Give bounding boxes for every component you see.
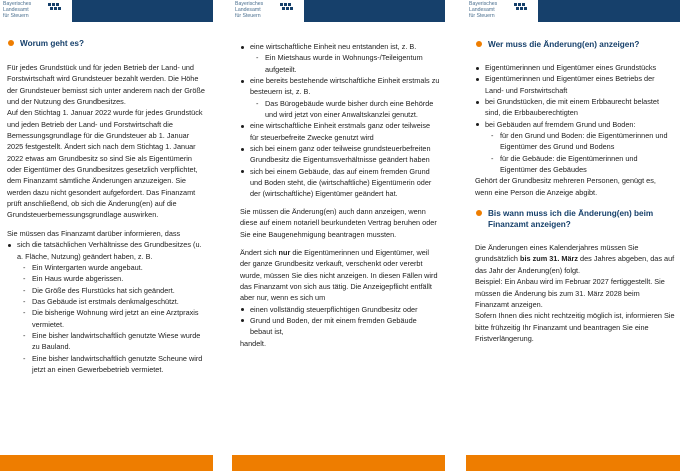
sub-list-item: - Eine bisher landwirtschaftlich genutzte Scheune wird jetzt an einen Gewerbebetrieb vermietet. bbox=[23, 353, 207, 376]
agency-logo bbox=[0, 0, 72, 22]
logo-line: für Steuern bbox=[235, 13, 261, 19]
note-text: Gehört der Grundbesitz mehreren Personen, genügt es, wenn eine Person die Anzeige abgibt. bbox=[475, 176, 656, 197]
paragraph-text bbox=[240, 247, 440, 304]
orange-bullet-icon bbox=[476, 41, 482, 47]
footer-bar bbox=[232, 455, 445, 471]
sub-list bbox=[250, 52, 440, 75]
logo-line: Landesamt bbox=[235, 7, 261, 13]
list-item bbox=[475, 119, 675, 176]
bullet-list bbox=[7, 239, 207, 375]
paragraph bbox=[240, 247, 440, 304]
list-item-text: bei Gebäuden auf fremdem Grund und Boden: bbox=[485, 119, 636, 129]
column-content bbox=[475, 39, 675, 344]
panel-worum-geht-es bbox=[0, 0, 213, 471]
section-heading bbox=[475, 39, 675, 50]
header-bar bbox=[232, 0, 445, 22]
orange-bullet-icon bbox=[476, 210, 482, 216]
list-item: Eigentümerinnen und Eigentümer eines Grundstücks bbox=[475, 62, 675, 73]
heading-text: Worum geht es? bbox=[20, 39, 84, 48]
sub-list-item: - Das Bürogebäude wurde bisher durch eine Behörde und wird jetzt von einer Anwaltskanzlei genutzt. bbox=[256, 98, 440, 121]
section-heading bbox=[475, 208, 675, 230]
text-run: des Jahres abgeben, das auf das Jahr der Änderung(en) folgt. bbox=[475, 254, 675, 275]
list-item bbox=[240, 75, 440, 120]
list-item: eine wirtschaftliche Einheit erstmals ganz oder teilweise für steuerbefreite Zwecke genutzt wird bbox=[240, 120, 440, 143]
list-item-text: eine bereits bestehende wirtschaftliche Einheit erstmals zu besteuern ist, z. B. bbox=[250, 76, 440, 97]
closing-text: handelt. bbox=[240, 338, 266, 348]
bullet-list bbox=[240, 41, 440, 200]
emphasis-text: bis zum 31. März bbox=[520, 254, 579, 264]
text-run: Ändert sich bbox=[240, 247, 279, 257]
sub-list bbox=[17, 262, 207, 375]
list-item: Eigentümerinnen und Eigentümer eines Betriebs der Land- und Forstwirtschaft bbox=[475, 73, 675, 96]
list-item bbox=[240, 41, 440, 75]
heading-text: Wer muss die Änderung(en) anzeigen? bbox=[488, 40, 640, 49]
bullet-list bbox=[475, 62, 675, 175]
sub-list-item: - Die Größe des Flurstücks hat sich geändert. bbox=[23, 285, 207, 296]
footer-bar bbox=[466, 455, 680, 471]
orange-bullet-icon bbox=[8, 40, 14, 46]
list-item-text: sich die tatsächlichen Verhältnisse des Grundbesitzes (u. a. Fläche, Nutzung) geändert haben, z. B. bbox=[17, 240, 202, 261]
paragraph-text: Sofern Ihnen dies nicht rechtzeitig möglich ist, informieren Sie bitte frühzeitig Ihr Finanzamt und beantragen Sie eine Fristverlängerung. bbox=[475, 311, 675, 343]
panel-continued bbox=[232, 0, 445, 471]
heading-text: Bis wann muss ich die Änderung(en) beim Finanzamt anzeigen? bbox=[488, 209, 654, 230]
sub-list-item: - Ein Mietshaus wurde in Wohnungs-/Teileigentum aufgeteilt. bbox=[256, 52, 440, 75]
logo-line: für Steuern bbox=[469, 13, 495, 19]
logo-line: Bayerisches bbox=[469, 1, 498, 7]
intro-text: Sie müssen das Finanzamt darüber informieren, dass bbox=[7, 228, 181, 238]
panel-wer-muss-anzeigen bbox=[466, 0, 680, 471]
footer-bar bbox=[0, 455, 213, 471]
list-item: sich bei einem ganz oder teilweise grundsteuerbefreiten Grundbesitz die Eigentumsverhältnisse geändert haben bbox=[240, 143, 440, 166]
logo-mark-icon bbox=[514, 3, 526, 11]
logo-line: für Steuern bbox=[3, 13, 29, 19]
paragraph-text bbox=[475, 242, 675, 276]
list-item-text: eine wirtschaftliche Einheit neu entstanden ist, z. B. bbox=[250, 42, 417, 51]
agency-logo bbox=[232, 0, 304, 22]
agency-logo bbox=[466, 0, 538, 22]
section-heading bbox=[7, 38, 207, 49]
paragraph-text: Auf den Stichtag 1. Januar 2022 wurde für jedes Grundstück und jeden Betrieb der Land- und Forstwirtschaft die Bemessungsgrundlage für die Grundsteuer ab 1. Januar 2025 festgestellt. Ändert sich nach dem Stichtag 1. Januar 2022 etwas am Grundbesitz so sind Sie als Eigentümerin oder Eigentümer des Grundbesitzes gesetzlich verpflichtet, dem Finanzamt sämtliche Änderungen anzuzeigen. Sie werden dazu nicht gesondert aufgefordert. Das Finanzamt prüft anschließend, ob sich die Änderung(en) auf die Grundsteuerbemessungsgrundlage auswirken. bbox=[7, 108, 203, 220]
sub-list-item: - Das Gebäude ist erstmals denkmalgeschützt. bbox=[23, 296, 207, 307]
logo-line: Bayerisches bbox=[235, 1, 264, 7]
column-content bbox=[240, 41, 440, 349]
column-content bbox=[7, 38, 207, 375]
sub-list bbox=[485, 130, 675, 175]
list-item: sich bei einem Gebäude, das auf einem fremden Grund und Boden steht, die (wirtschaftliche) Eigentümerin oder der (wirtschaftliche) Eigentümer geändert hat. bbox=[240, 166, 440, 200]
paragraph bbox=[7, 62, 207, 221]
sub-list-item: - für die Gebäude: die Eigentümerinnen und Eigentümer des Gebäudes bbox=[491, 153, 675, 176]
logo-mark-icon bbox=[280, 3, 292, 11]
sub-list-item: - Ein Wintergarten wurde angebaut. bbox=[23, 262, 207, 273]
sub-list bbox=[250, 98, 440, 121]
paragraph bbox=[475, 242, 675, 344]
list-item: einen vollständig steuerpflichtigen Grundbesitz oder bbox=[240, 304, 440, 315]
emphasis-text: nur bbox=[278, 247, 291, 257]
bullet-list bbox=[240, 304, 440, 338]
text-run: Die Änderungen eines Kalenderjahres müssen Sie grundsätzlich bbox=[475, 243, 639, 264]
text-run: die Eigentümerinnen und Eigentümer, weil der ganze Grundbesitz verkauft, verschenkt oder vererbt wurde, müssen Sie dies nicht anzeigen. In diesen Fällen wird das Finanzamt von sich aus tätig. Die Anzeigepflicht entfällt aber nur, wenn es sich um bbox=[240, 247, 438, 303]
logo-mark-icon bbox=[48, 3, 60, 11]
list-item bbox=[7, 239, 207, 375]
sub-list-item: - Ein Haus wurde abgerissen. bbox=[23, 273, 207, 284]
paragraph bbox=[240, 206, 440, 240]
sub-list-item: - für den Grund und Boden: die Eigentümerinnen und Eigentümer des Grund und Bodens bbox=[491, 130, 675, 153]
list-item: Grund und Boden, der mit einem fremden Gebäude bebaut ist, bbox=[240, 315, 440, 338]
paragraph-text: Beispiel: Ein Anbau wird im Februar 2027 fertiggestellt. Sie müssen die Änderung bis zum 31. März 2028 beim Finanzamt anzeigen. bbox=[475, 277, 665, 309]
header-bar bbox=[0, 0, 213, 22]
sub-list-item: - Die bisherige Wohnung wird jetzt an eine Arztpraxis vermietet. bbox=[23, 307, 207, 330]
logo-line: Landesamt bbox=[3, 7, 29, 13]
list-item: bei Grundstücken, die mit einem Erbbaurecht belastet sind, die Erbbauberechtigten bbox=[475, 96, 675, 119]
logo-line: Bayerisches bbox=[3, 1, 32, 7]
paragraph-text: Für jedes Grundstück und für jeden Betrieb der Land- und Forstwirtschaft wird Grundsteuer bezahlt werden. Die Höhe der Grundsteuer bemisst sich unter anderem nach der Größe und der Nutzung des Grundbesitzes. bbox=[7, 63, 205, 107]
paragraph-text: Sie müssen die Änderung(en) auch dann anzeigen, wenn diese auf einem notariell beurkundeten Vertrag beruhen oder Sie eine Baugenehmigung beantragen mussten. bbox=[240, 206, 437, 239]
sub-list-item: - Eine bisher landwirtschaftlich genutzte Wiese wurde zu Bauland. bbox=[23, 330, 207, 353]
header-bar bbox=[466, 0, 680, 22]
logo-line: Landesamt bbox=[469, 7, 495, 13]
